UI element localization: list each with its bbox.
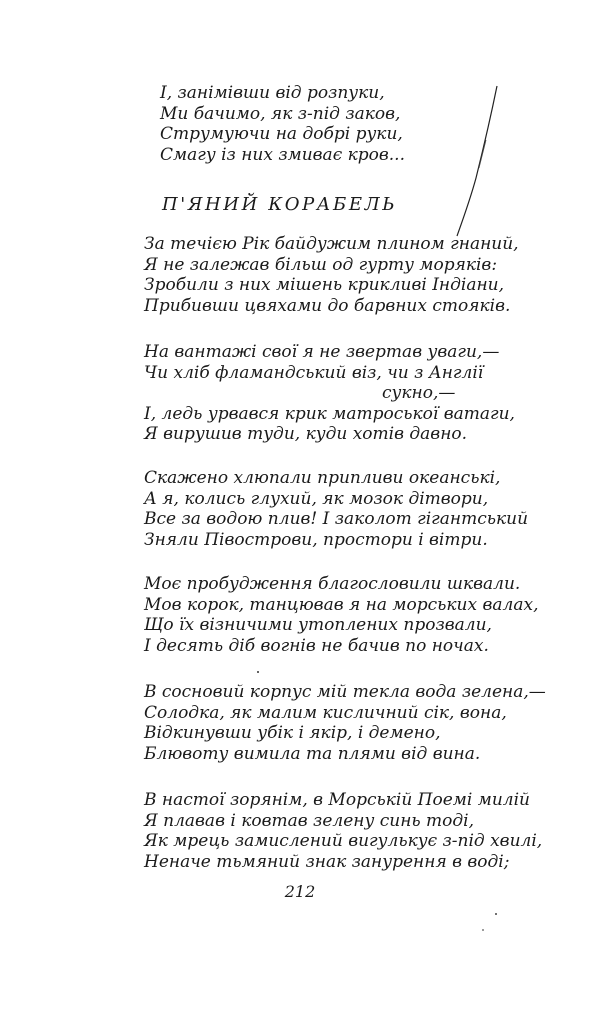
poem-line-continuation: сукно,—	[382, 383, 456, 403]
stanza-2	[144, 342, 515, 445]
stanza-5	[144, 682, 546, 764]
poem-line: Зробили з них мішень крикливі Індіани,	[144, 275, 505, 295]
poem-line: В сосновий корпус мій текла вода зелена,—	[144, 682, 546, 702]
poem-line: І десять діб вогнів не бачив по ночах.	[144, 635, 489, 656]
poem-line: Все за водою плив! І заколот гігантський	[144, 509, 529, 529]
poem-line: В настої зорянім, в Морській Поемі милій	[144, 790, 530, 810]
poem-line: Відкинувши убік і якір, і демено,	[144, 723, 441, 743]
stanza-4	[144, 574, 538, 656]
poem-line: Мов корок, танцював я на морських валах,	[144, 594, 539, 615]
poem-line: За течією Рік байдужим плином гнаний,	[144, 234, 519, 254]
poem-line: Неначе тьмяний знак занурення в воді;	[144, 851, 510, 872]
poem-line: Скажено хлюпали припливи океанські,	[144, 468, 501, 488]
poem-line: Струмуючи на добрі руки,	[160, 124, 403, 144]
intro-stanza	[160, 83, 405, 165]
poem-line: Солодка, як малим кисличний сік, вона,	[144, 702, 507, 723]
stanza-1	[144, 234, 519, 316]
poem-line: Я вирушив туди, куди хотів давно.	[144, 424, 468, 444]
poem-line: І, занімівши від розпуки,	[160, 83, 385, 103]
poem-line: А я, колись глухий, як мозок дітвори,	[144, 488, 489, 509]
poem-line: Зняли Півострови, простори і вітри.	[144, 529, 488, 550]
stanza-6	[144, 790, 542, 872]
poem-line: На вантажі свої я не звертав уваги,—	[144, 342, 500, 362]
page-number: 212	[284, 882, 316, 901]
poem-line: Прибивши цвяхами до барвних стояків.	[144, 295, 511, 316]
poem-line: Що їх візничими утоплених прозвали,	[144, 615, 492, 635]
poem-line: Моє пробудження благословили шквали.	[144, 574, 521, 594]
poem-line: Смагу із них змиває кров...	[160, 144, 405, 165]
poem-line: Я плавав і ковтав зелену синь тоді,	[144, 810, 475, 831]
poem-line: Ми бачимо, як з-під заков,	[160, 103, 401, 124]
poem-title: П'ЯНИЙ КОРАБЕЛЬ	[162, 194, 397, 215]
poem-line: Як мрець замислений вигулькує з-під хвилі,	[144, 831, 543, 851]
poem-line: Блювоту вимила та плями від вина.	[144, 743, 481, 764]
poem-line: Чи хліб фламандський віз, чи з Англії	[144, 362, 484, 383]
stanza-3	[144, 468, 528, 550]
poem-line: Я не залежав більш од гурту моряків:	[144, 254, 498, 275]
poem-line: І, ледь урвався крик матроської ватаги,	[144, 403, 515, 424]
